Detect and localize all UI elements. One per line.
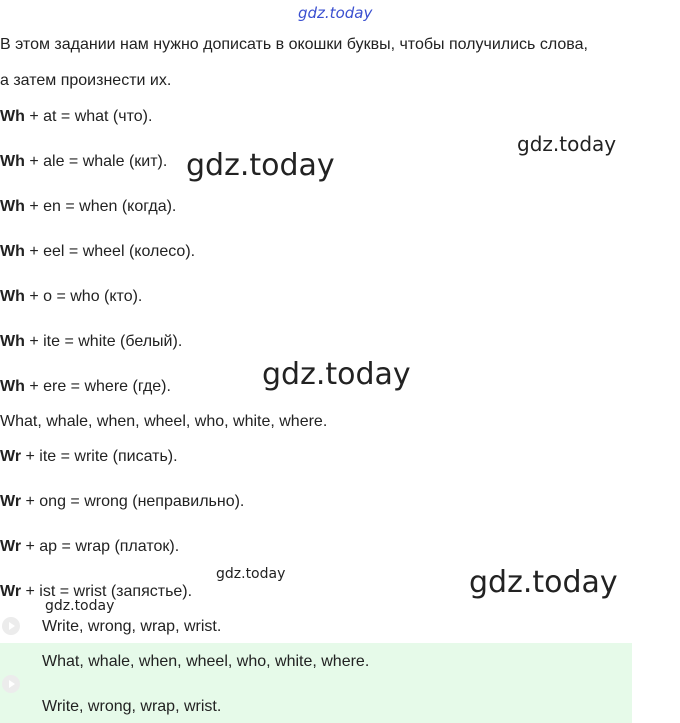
wr-rest: + ap = wrap (платок). bbox=[21, 538, 180, 555]
wh-prefix: Wh bbox=[0, 288, 25, 305]
wh-line-who bbox=[0, 288, 142, 306]
wh-line-what bbox=[0, 108, 152, 126]
watermark-center-large: gdz.today bbox=[262, 357, 411, 392]
intro-line-1: В этом задании нам нужно дописать в окошки буквы, чтобы получились слова, bbox=[0, 36, 588, 53]
wr-rest: + ong = wrong (неправильно). bbox=[21, 493, 245, 510]
wh-line-white bbox=[0, 333, 182, 351]
wh-prefix: Wh bbox=[0, 198, 25, 215]
wh-line-whale bbox=[0, 153, 167, 171]
wh-prefix: Wh bbox=[0, 378, 25, 395]
wh-summary: What, whale, when, wheel, who, white, where. bbox=[0, 413, 328, 430]
watermark-top: gdz.today bbox=[298, 4, 373, 22]
highlight-line-wh: What, whale, when, wheel, who, white, where. bbox=[42, 653, 370, 670]
wr-prefix: Wr bbox=[0, 538, 22, 555]
wh-rest: + ite = white (белый). bbox=[24, 333, 183, 350]
watermark-bottom-large: gdz.today bbox=[469, 565, 618, 600]
wh-rest: + ale = whale (кит). bbox=[24, 153, 168, 170]
wh-rest: + en = when (когда). bbox=[24, 198, 177, 215]
wr-line-wrong bbox=[0, 493, 244, 511]
watermark-left-small: gdz.today bbox=[45, 598, 115, 614]
play-icon[interactable] bbox=[2, 675, 20, 693]
wr-prefix: Wr bbox=[0, 583, 22, 600]
watermark-mid-large: gdz.today bbox=[186, 148, 335, 183]
wh-line-wheel bbox=[0, 243, 195, 261]
audio-row-wr: Write, wrong, wrap, wrist. bbox=[42, 618, 222, 635]
wr-rest: + ite = write (писать). bbox=[21, 448, 178, 465]
wr-prefix: Wr bbox=[0, 448, 22, 465]
intro-line-2: а затем произнести их. bbox=[0, 72, 172, 89]
wh-rest: + o = who (кто). bbox=[24, 288, 143, 305]
wh-rest: + eel = wheel (колесо). bbox=[24, 243, 196, 260]
wh-prefix: Wh bbox=[0, 333, 25, 350]
wh-prefix: Wh bbox=[0, 108, 25, 125]
wh-line-when bbox=[0, 198, 176, 216]
wh-prefix: Wh bbox=[0, 243, 25, 260]
wr-prefix: Wr bbox=[0, 493, 22, 510]
wr-rest: + ist = wrist (запястье). bbox=[21, 583, 193, 600]
wr-line-write bbox=[0, 448, 178, 466]
wh-rest: + at = what (что). bbox=[24, 108, 153, 125]
wr-line-wrap bbox=[0, 538, 179, 556]
wh-rest: + ere = where (где). bbox=[24, 378, 171, 395]
play-icon[interactable] bbox=[2, 617, 20, 635]
wh-prefix: Wh bbox=[0, 153, 25, 170]
highlight-line-wr: Write, wrong, wrap, wrist. bbox=[42, 698, 222, 715]
watermark-bottom-small: gdz.today bbox=[216, 566, 286, 582]
wh-line-where bbox=[0, 378, 171, 396]
watermark-right-small: gdz.today bbox=[517, 132, 617, 156]
